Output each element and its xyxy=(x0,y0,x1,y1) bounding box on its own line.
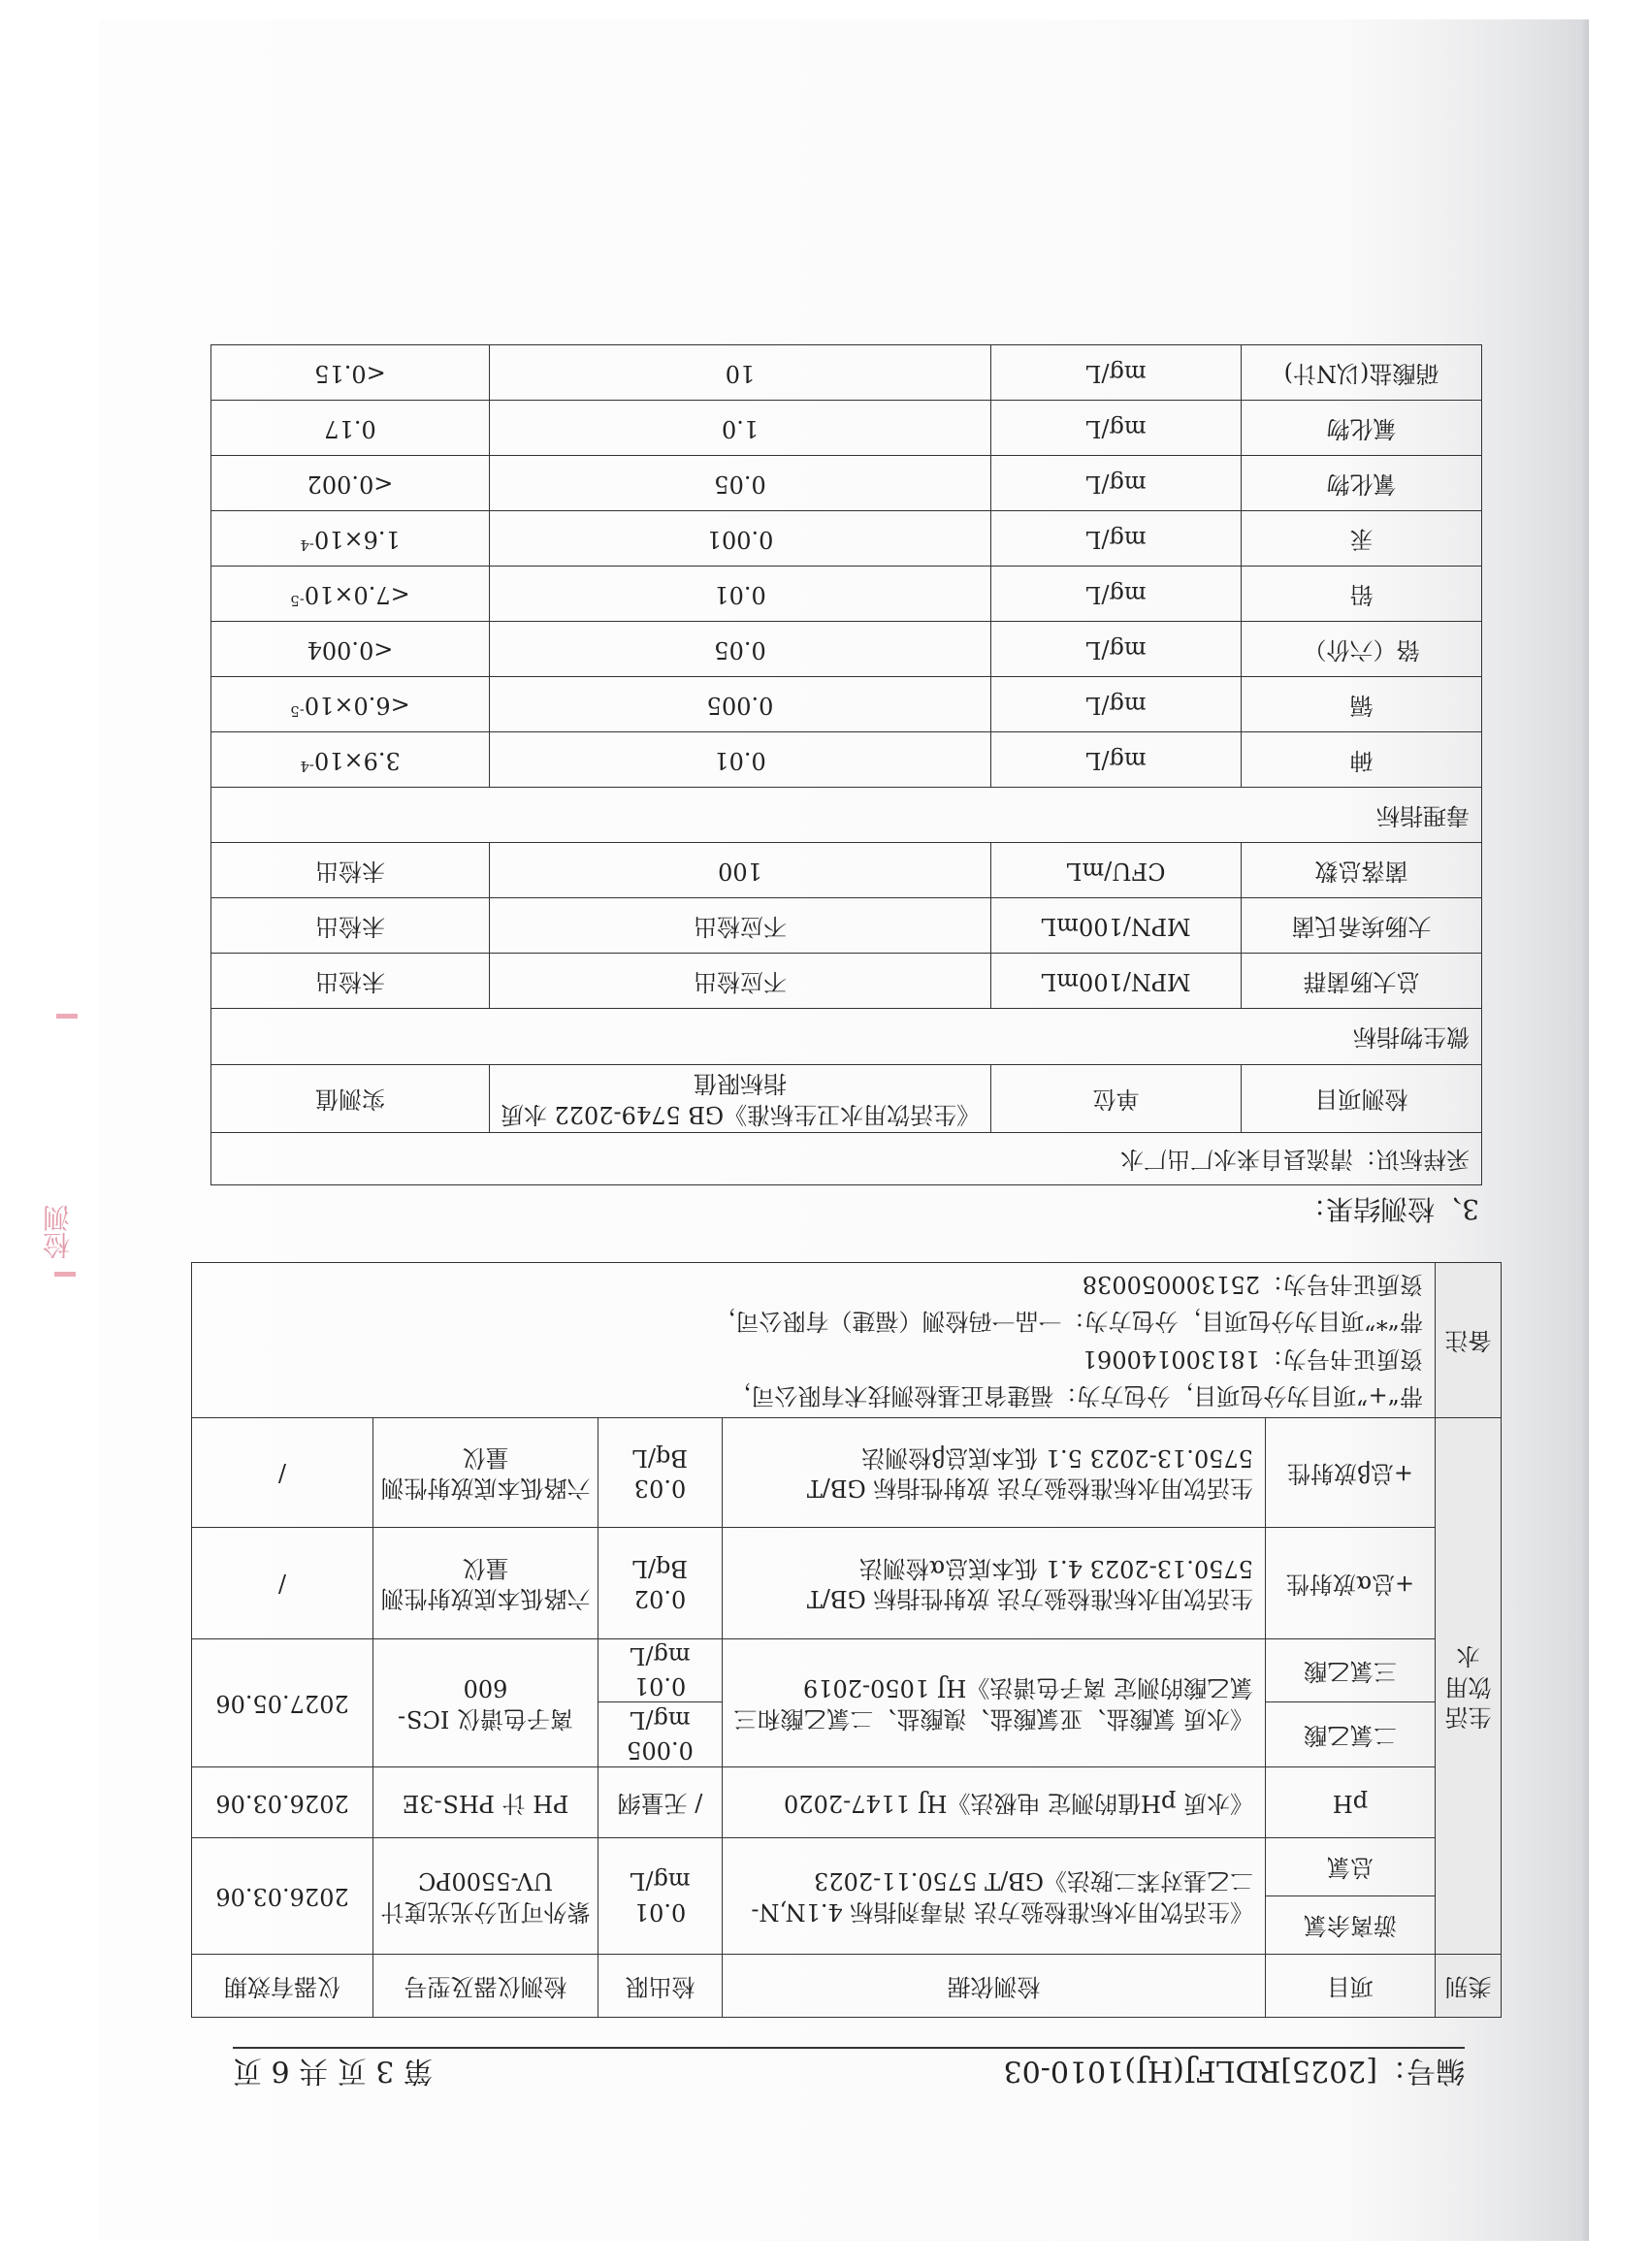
limit-cell: 100 xyxy=(490,843,991,898)
unit-cell: mg/L xyxy=(991,732,1242,788)
unit-cell: mg/L xyxy=(991,622,1242,677)
group-label: 微生物指标 xyxy=(211,1009,1482,1065)
table-row xyxy=(211,843,1482,898)
unit-cell: mg/L xyxy=(991,511,1242,567)
value-cell: 未检出 xyxy=(211,843,490,898)
basis-cell: 《生活饮用水标准检验方法 消毒剂指标 4.1N,N-二乙基对苯二胺法》GB/T 5750.11-2023 xyxy=(723,1838,1266,1955)
limit-cell: 0.05 xyxy=(490,456,991,511)
item-cell: 二氯乙酸 xyxy=(1266,1702,1436,1767)
table-row xyxy=(211,954,1482,1009)
limit-cell: 不应检出 xyxy=(490,898,991,954)
instrument-cell: 离子色谱仪 ICS-600 xyxy=(373,1639,598,1767)
item-cell: pH xyxy=(1266,1767,1436,1838)
value-cell: $1.6\times 10^{-4}$ xyxy=(211,511,490,567)
item-cell: 氰化物 xyxy=(1242,456,1482,511)
unit-cell: MPN/100mL xyxy=(991,954,1242,1009)
limit-cell: 0.01 xyxy=(490,732,991,788)
remark-line: 资质证书号为：181300140061 xyxy=(1082,1345,1423,1373)
col-header-item: 项目 xyxy=(1266,1955,1436,2018)
remark-line: 带“*”项目为分包项目，分包方为：一品一码检测（福建）有限公司， xyxy=(712,1308,1423,1336)
value-cell: <0.15 xyxy=(211,345,490,401)
unit-cell: CFU/mL xyxy=(991,843,1242,898)
table-row xyxy=(211,456,1482,511)
value-cell: 未检出 xyxy=(211,898,490,954)
col-header-category: 类别 xyxy=(1436,1955,1502,2018)
value-cell: 0.17 xyxy=(211,401,490,456)
col-header-basis: 检测依据 xyxy=(723,1955,1266,2018)
sample-id-row xyxy=(211,1133,1482,1185)
results-table-header xyxy=(211,1065,1482,1133)
col-header-valid: 仪器有效期 xyxy=(192,1955,373,2018)
item-cell: +总β放射性 xyxy=(1266,1418,1436,1528)
limit-cell: 0.001 xyxy=(490,511,991,567)
col-header-unit: 单位 xyxy=(991,1065,1242,1133)
limit-cell: 不应检出 xyxy=(490,954,991,1009)
item-cell: 总氯 xyxy=(1266,1838,1436,1896)
item-cell: 硝酸盐(以N计) xyxy=(1242,345,1482,401)
basis-cell: 生活饮用水标准检验方法 放射性指标 GB/T 5750.13-2023 5.1 低本底总β检测法 xyxy=(723,1418,1266,1528)
category-label: 生活饮用水 xyxy=(1444,1642,1492,1731)
limit-cell: 0.005 xyxy=(490,677,991,732)
group-row-microbial xyxy=(211,1009,1482,1065)
item-cell: 总大肠菌群 xyxy=(1242,954,1482,1009)
item-cell: 游离余氯 xyxy=(1266,1896,1436,1955)
value-cell: 未检出 xyxy=(211,954,490,1009)
item-cell: 三氯乙酸 xyxy=(1266,1639,1436,1702)
col-header-limit: 检出限 xyxy=(598,1955,723,2018)
value-cell: <0.004 xyxy=(211,622,490,677)
table-row xyxy=(192,1896,1502,1955)
page-number: 第 3 页 共 6 页 xyxy=(233,2054,433,2088)
remark-line: 带“+”项目为分包项目，分包方为：福建省正基检测技术有限公司， xyxy=(728,1382,1423,1410)
table-row xyxy=(211,511,1482,567)
valid-cell: / xyxy=(192,1418,373,1528)
item-cell: 镉 xyxy=(1242,677,1482,732)
item-cell: 大肠埃希氏菌 xyxy=(1242,898,1482,954)
limit-cell: / 无量纲 xyxy=(598,1767,723,1838)
valid-cell: 2027.05.06 xyxy=(192,1639,373,1767)
col-header-instrument: 检测仪器及型号 xyxy=(373,1955,598,2018)
section-title-results: 3、检测结果： xyxy=(1299,1193,1479,1225)
remarks-cell xyxy=(192,1263,1436,1418)
unit-cell: mg/L xyxy=(991,567,1242,622)
col-header-value: 实测值 xyxy=(211,1065,490,1133)
valid-cell: / xyxy=(192,1528,373,1639)
table-row xyxy=(211,401,1482,456)
item-cell: 氟化物 xyxy=(1242,401,1482,456)
table-row xyxy=(211,567,1482,622)
table-row xyxy=(211,732,1482,788)
basis-cell: 《水质 pH值的测定 电极法》HJ 1147-2020 xyxy=(723,1767,1266,1838)
col-header-item: 检测项目 xyxy=(1242,1065,1482,1133)
value-cell: $3.9\times 10^{-4}$ xyxy=(211,732,490,788)
unit-cell: mg/L xyxy=(991,456,1242,511)
valid-cell: 2026.03.06 xyxy=(192,1838,373,1955)
limit-cell: 0.01 mg/L xyxy=(598,1838,723,1955)
seal-fragment-mark xyxy=(56,1014,78,1019)
table-row xyxy=(211,677,1482,732)
method-table-header xyxy=(192,1955,1502,2018)
instrument-cell: PH 计 PHS-3E xyxy=(373,1767,598,1838)
item-cell: 铅 xyxy=(1242,567,1482,622)
limit-cell: 0.01 xyxy=(490,567,991,622)
table-row xyxy=(192,1528,1502,1639)
table-row xyxy=(211,345,1482,401)
unit-cell: mg/L xyxy=(991,401,1242,456)
table-row xyxy=(192,1702,1502,1767)
category-cell xyxy=(1436,1418,1502,1955)
unit-cell: mg/L xyxy=(991,345,1242,401)
table-row xyxy=(211,898,1482,954)
unit-cell: mg/L xyxy=(991,677,1242,732)
results-table xyxy=(210,344,1482,1185)
instrument-cell: 六路低本底放射性测量仪 xyxy=(373,1528,598,1639)
table-row xyxy=(192,1418,1502,1528)
item-cell: 菌落总数 xyxy=(1242,843,1482,898)
value-cell: $<7.0\times 10^{-5}$ xyxy=(211,567,490,622)
seal-fragment-text: 检测 xyxy=(42,1205,74,1259)
instrument-cell: 六路低本底放射性测量仪 xyxy=(373,1418,598,1528)
seal-fragment-mark xyxy=(54,1272,76,1277)
item-cell: +总α放射性 xyxy=(1266,1528,1436,1639)
value-cell: <0.002 xyxy=(211,456,490,511)
limit-cell: 0.02 Bq/L xyxy=(598,1528,723,1639)
limit-cell: 1.0 xyxy=(490,401,991,456)
scan-edge-shadow xyxy=(1581,19,1589,2241)
remarks-label: 备注 xyxy=(1436,1263,1502,1418)
item-cell: 铬（六价） xyxy=(1242,622,1482,677)
sample-id: 采样标识：清流县自来水厂出厂水 xyxy=(211,1133,1482,1185)
basis-cell: 《水质 氯酸盐、亚氯酸盐、溴酸盐、二氯乙酸和三氯乙酸的测定 离子色谱法》HJ 1050-2019 xyxy=(723,1639,1266,1767)
limit-cell: 0.01 mg/L xyxy=(598,1639,723,1702)
valid-cell: 2026.03.06 xyxy=(192,1767,373,1838)
group-row-toxicology xyxy=(211,788,1482,843)
value-cell: $<6.0\times 10^{-5}$ xyxy=(211,677,490,732)
basis-cell: 生活饮用水标准检验方法 放射性指标 GB/T 5750.13-2023 4.1 低本底总α检测法 xyxy=(723,1528,1266,1639)
page-header xyxy=(233,2047,1465,2097)
remark-line: 资质证书号为：251300050038 xyxy=(1082,1271,1423,1299)
table-row xyxy=(211,622,1482,677)
method-table xyxy=(191,1262,1502,2018)
instrument-cell: 紫外可见分光光度计 UV-5500PC xyxy=(373,1838,598,1955)
item-cell: 砷 xyxy=(1242,732,1482,788)
unit-cell: MPN/100mL xyxy=(991,898,1242,954)
limit-cell: 0.005 mg/L xyxy=(598,1702,723,1767)
report-number: 编号：[2025]RDLFJ(HJ)1010-03 xyxy=(1003,2054,1465,2088)
item-cell: 汞 xyxy=(1242,511,1482,567)
limit-cell: 0.03 Bq/L xyxy=(598,1418,723,1528)
limit-cell: 10 xyxy=(490,345,991,401)
table-row xyxy=(192,1767,1502,1838)
limit-cell: 0.05 xyxy=(490,622,991,677)
remarks-row xyxy=(192,1263,1502,1418)
group-label: 毒理指标 xyxy=(211,788,1482,843)
col-header-limit: 《生活饮用水卫生标准》GB 5749-2022 水质指标限值 xyxy=(490,1065,991,1133)
